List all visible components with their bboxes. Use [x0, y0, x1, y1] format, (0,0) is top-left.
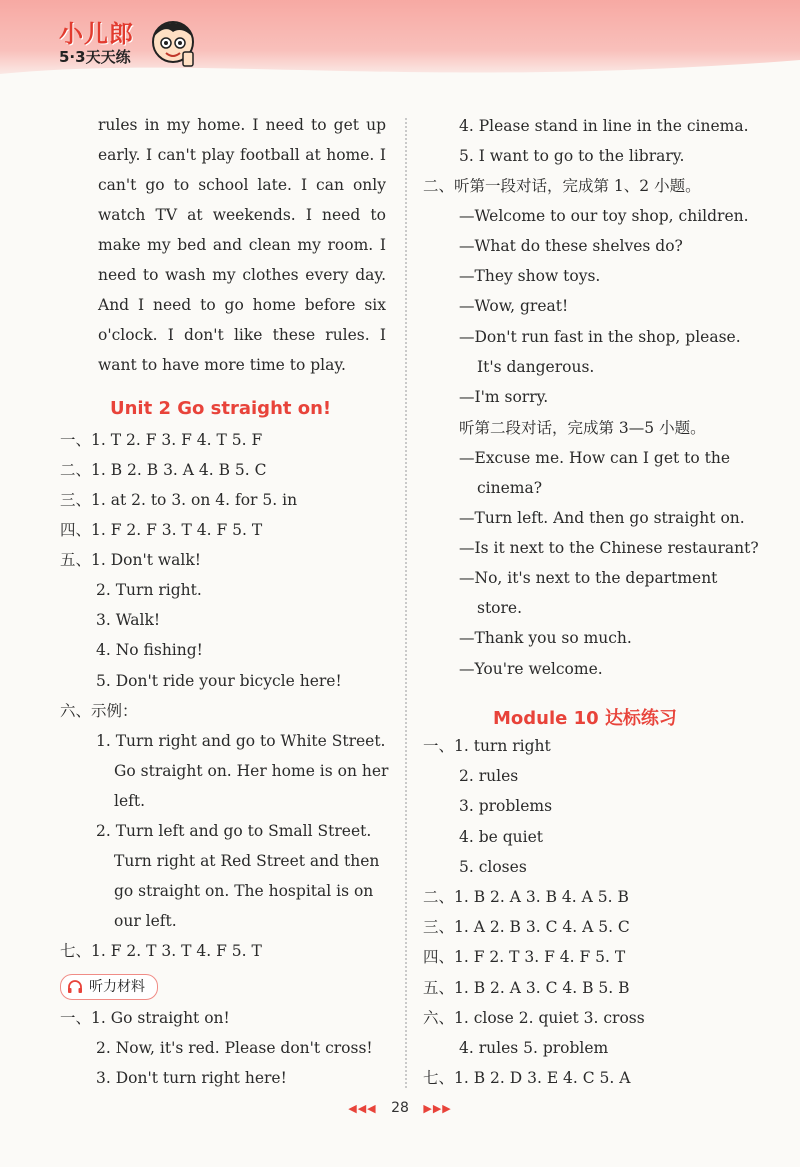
logo-title: 小儿郎 — [59, 20, 134, 48]
dialogue-line: It's dangerous. — [477, 358, 595, 376]
answer-line: 三、1. at 2. to 3. on 4. for 5. in — [60, 491, 298, 509]
answer-line: 二、1. B 2. B 3. A 4. B 5. C — [60, 461, 267, 479]
listening-line: 二、听第一段对话，完成第 1、2 小题。 — [423, 177, 701, 195]
passage-paragraph — [98, 110, 386, 380]
answer-line: Go straight on. Her home is on her — [114, 762, 389, 780]
answer-line: 1. Turn right and go to White Street. — [96, 732, 386, 750]
answer-line: 二、1. B 2. A 3. B 4. A 5. B — [423, 888, 629, 906]
answer-line: 2. rules — [459, 767, 519, 785]
answer-line: 4. rules 5. problem — [459, 1039, 609, 1057]
answer-line: 5. closes — [459, 858, 527, 876]
headphones-icon — [67, 979, 83, 995]
answer-line: 七、1. F 2. T 3. T 4. F 5. T — [60, 942, 262, 960]
dialogue-line: —Welcome to our toy shop, children. — [459, 207, 749, 225]
answer-line: 5. Don't ride your bicycle here! — [96, 672, 342, 690]
dialogue-line: —Excuse me. How can I get to the — [459, 449, 731, 467]
page-header — [0, 0, 800, 84]
passage-line: can't go to school late. I can only — [98, 176, 386, 194]
column-divider — [405, 118, 407, 1088]
dialogue-line: —Turn left. And then go straight on. — [459, 509, 745, 527]
dialogue-line: cinema? — [477, 479, 543, 497]
answer-line: 一、1. T 2. F 3. F 4. T 5. F — [60, 431, 263, 449]
listening-badge — [60, 974, 158, 1000]
passage-line: want to have more time to play. — [98, 356, 346, 374]
answer-line: 四、1. F 2. T 3. F 4. F 5. T — [423, 948, 626, 966]
listening-line: 5. I want to go to the library. — [459, 147, 685, 165]
answer-line: our left. — [114, 912, 177, 930]
answer-line: 3. problems — [459, 797, 553, 815]
dialogue-line: —Thank you so much. — [459, 629, 632, 647]
passage-line: make my bed and clean my room. I — [98, 236, 386, 254]
dialogue-line: —What do these shelves do? — [459, 237, 683, 255]
listening-line: 2. Now, it's red. Please don't cross! — [96, 1039, 373, 1057]
left-arrows-icon: ◀◀◀ — [348, 1102, 377, 1115]
listening-line: 听第二段对话，完成第 3—5 小题。 — [459, 419, 706, 437]
dialogue-line: —Wow, great! — [459, 297, 569, 315]
listening-badge-label: 听力材料 — [89, 979, 145, 995]
answer-line: 四、1. F 2. F 3. T 4. F 5. T — [60, 521, 263, 539]
dialogue-line: —They show toys. — [459, 267, 601, 285]
answer-line: 六、1. close 2. quiet 3. cross — [423, 1009, 645, 1027]
answer-line: left. — [114, 792, 146, 810]
passage-line: rules in my home. I need to get up — [98, 116, 386, 134]
page-footer — [0, 1100, 800, 1116]
unit-heading: Unit 2 Go straight on! — [110, 398, 332, 419]
mascot-boy-icon — [143, 12, 203, 72]
listening-line: 3. Don't turn right here! — [96, 1069, 287, 1087]
passage-line: early. I can't play football at home. I — [98, 146, 386, 164]
answer-line: 三、1. A 2. B 3. C 4. A 5. C — [423, 918, 630, 936]
dialogue-line: —Don't run fast in the shop, please. — [459, 328, 741, 346]
listening-line: 一、1. Go straight on! — [60, 1009, 230, 1027]
dialogue-line: —I'm sorry. — [459, 388, 549, 406]
answer-line: 五、1. Don't walk! — [60, 551, 201, 569]
passage-line: watch TV at weekends. I need to — [98, 206, 386, 224]
brand-logo — [55, 14, 235, 74]
right-arrows-icon: ▶▶▶ — [423, 1102, 452, 1115]
passage-line: o'clock. I don't like these rules. I — [98, 326, 386, 344]
dialogue-line: —No, it's next to the department — [459, 569, 718, 587]
answer-line: 六、示例： — [60, 702, 138, 720]
answer-line: 七、1. B 2. D 3. E 4. C 5. A — [423, 1069, 631, 1087]
passage-line: need to wash my clothes every day. — [98, 266, 386, 284]
module-heading: Module 10 达标练习 — [493, 708, 677, 729]
answer-line: 3. Walk! — [96, 611, 161, 629]
logo-subtitle: 5·3天天练 — [59, 48, 131, 66]
answer-line: go straight on. The hospital is on — [114, 882, 374, 900]
answer-line: 五、1. B 2. A 3. C 4. B 5. B — [423, 979, 630, 997]
listening-line: 4. Please stand in line in the cinema. — [459, 117, 749, 135]
page-number: 28 — [391, 1100, 409, 1116]
answer-line: 一、1. turn right — [423, 737, 551, 755]
answer-line: 4. No fishing! — [96, 641, 203, 659]
dialogue-line: —You're welcome. — [459, 660, 603, 678]
dialogue-line: —Is it next to the Chinese restaurant? — [459, 539, 759, 557]
answer-line: 2. Turn left and go to Small Street. — [96, 822, 372, 840]
dialogue-line: store. — [477, 599, 523, 617]
passage-line: And I need to go home before six — [98, 296, 386, 314]
answer-line: Turn right at Red Street and then — [114, 852, 380, 870]
answer-line: 4. be quiet — [459, 828, 544, 846]
answer-line: 2. Turn right. — [96, 581, 202, 599]
